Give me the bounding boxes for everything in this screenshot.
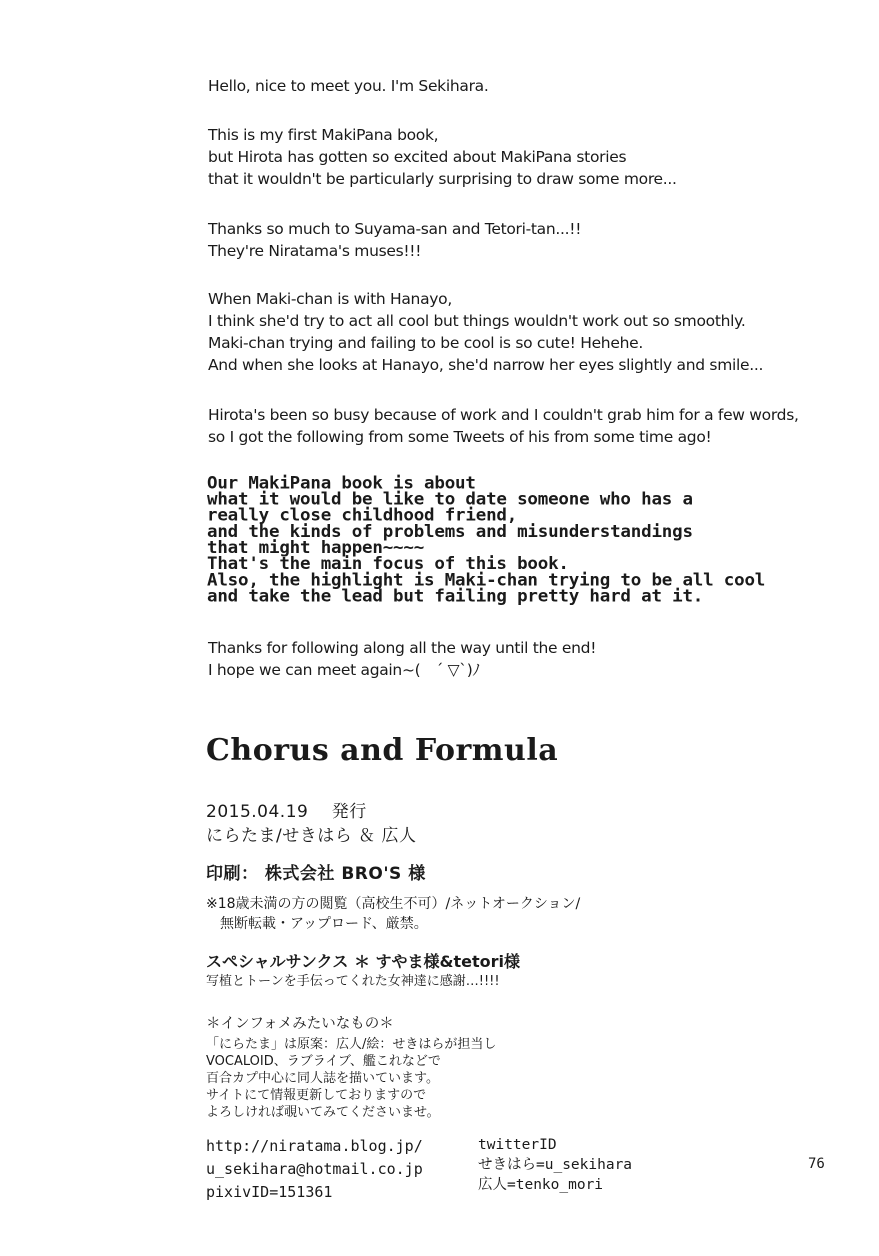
quote-line: Our MakiPana book is about xyxy=(207,474,476,494)
pixiv-id: pixivID=151361 xyxy=(206,1183,333,1201)
info-line: サイトにて情報更新しておりますので xyxy=(206,1088,427,1103)
text-line: Thanks for following along all the way until the end! xyxy=(208,639,597,657)
contact-links xyxy=(206,1135,423,1204)
afterword-paragraph-4 xyxy=(208,288,763,376)
info-line: 「にらたま」は原案：広人/絵：せきはらが担当し xyxy=(206,1037,497,1052)
text-line: that it wouldn't be particularly surprising to draw some more... xyxy=(208,170,677,188)
circle-credits: にらたま/せきはら ＆ 広人 xyxy=(206,826,417,846)
text-line: I think she'd try to act all cool but things wouldn't work out so smoothly. xyxy=(208,312,746,330)
thanks-heading: スペシャルサンクス ＊ すやま様&tetori様 xyxy=(206,952,521,971)
notice-line: ※18歳未満の方の閲覧（高校生不可）/ネットオークション/ xyxy=(206,896,581,912)
quote-line: really close childhood friend, xyxy=(207,506,518,526)
usage-notice xyxy=(206,894,580,934)
hirota-quote xyxy=(207,476,765,605)
info-section xyxy=(206,1014,496,1121)
afterword-paragraph-5 xyxy=(208,404,799,448)
quote-line: Also, the highlight is Maki-chan trying to be all cool xyxy=(207,571,766,590)
text-line: so I got the following from some Tweets of his from some time ago! xyxy=(208,428,712,446)
text-line: This is my first MakiPana book, xyxy=(208,126,439,144)
afterword-paragraph-3 xyxy=(208,218,581,262)
quote-line: what it would be like to date someone who has a xyxy=(207,490,693,510)
text-line: Maki-chan trying and failing to be cool is so cute! Hehehe. xyxy=(208,334,643,352)
text-line: I hope we can meet again~( ´ ▽`)ﾉ xyxy=(208,661,480,679)
publish-date: 2015.04.19 発行 xyxy=(206,802,367,822)
text-line: Thanks so much to Suyama-san and Tetori-tan...!! xyxy=(208,220,582,238)
book-title: Chorus and Formula xyxy=(206,733,559,768)
info-line: よろしければ覗いてみてくださいませ。 xyxy=(206,1105,440,1120)
text-line: but Hirota has gotten so excited about MakiPana stories xyxy=(208,148,627,166)
twitter-sekihara: せきはら=u_sekihara xyxy=(478,1157,633,1173)
colophon-publication xyxy=(206,800,417,848)
info-line: 百合カプ中心に同人誌を描いています。 xyxy=(206,1071,439,1086)
text-line: When Maki-chan is with Hanayo, xyxy=(208,290,452,308)
email-address[interactable]: u_sekihara@hotmail.co.jp xyxy=(206,1160,423,1178)
text-line: Hello, nice to meet you. I'm Sekihara. xyxy=(208,77,489,95)
twitter-heading: twitterID xyxy=(478,1137,557,1153)
text-line: They're Niratama's muses!!! xyxy=(208,242,422,260)
afterword-paragraph-1 xyxy=(208,75,489,97)
printer-credit: 印刷： 株式会社 BRO'S 様 xyxy=(206,864,426,884)
quote-line: that might happen~~~~ xyxy=(207,538,425,558)
twitter-hirota: 広人=tenko_mori xyxy=(478,1177,604,1193)
text-line: Hirota's been so busy because of work and I couldn't grab him for a few words, xyxy=(208,406,799,424)
info-heading: ＊インフォメみたいなもの＊ xyxy=(206,1016,394,1032)
text-line: And when she looks at Hanayo, she'd narrow her eyes slightly and smile... xyxy=(208,356,764,374)
afterword-paragraph-2 xyxy=(208,124,677,190)
notice-line: 無断転載・アップロード、厳禁。 xyxy=(206,916,428,932)
blog-link[interactable]: http://niratama.blog.jp/ xyxy=(206,1137,423,1155)
quote-line: That's the main focus of this book. xyxy=(207,554,569,574)
info-line: VOCALOID、ラブライブ、艦これなどで xyxy=(206,1054,441,1069)
quote-line: and take the lead but failing pretty hard at it. xyxy=(207,587,704,607)
thanks-text: 写植とトーンを手伝ってくれた女神達に感謝…!!!! xyxy=(206,974,500,989)
special-thanks xyxy=(206,951,520,991)
twitter-ids xyxy=(478,1135,632,1195)
page-number: 76 xyxy=(808,1156,825,1172)
quote-line: and the kinds of problems and misunderstandings xyxy=(207,522,693,542)
afterword-paragraph-6 xyxy=(208,637,596,681)
